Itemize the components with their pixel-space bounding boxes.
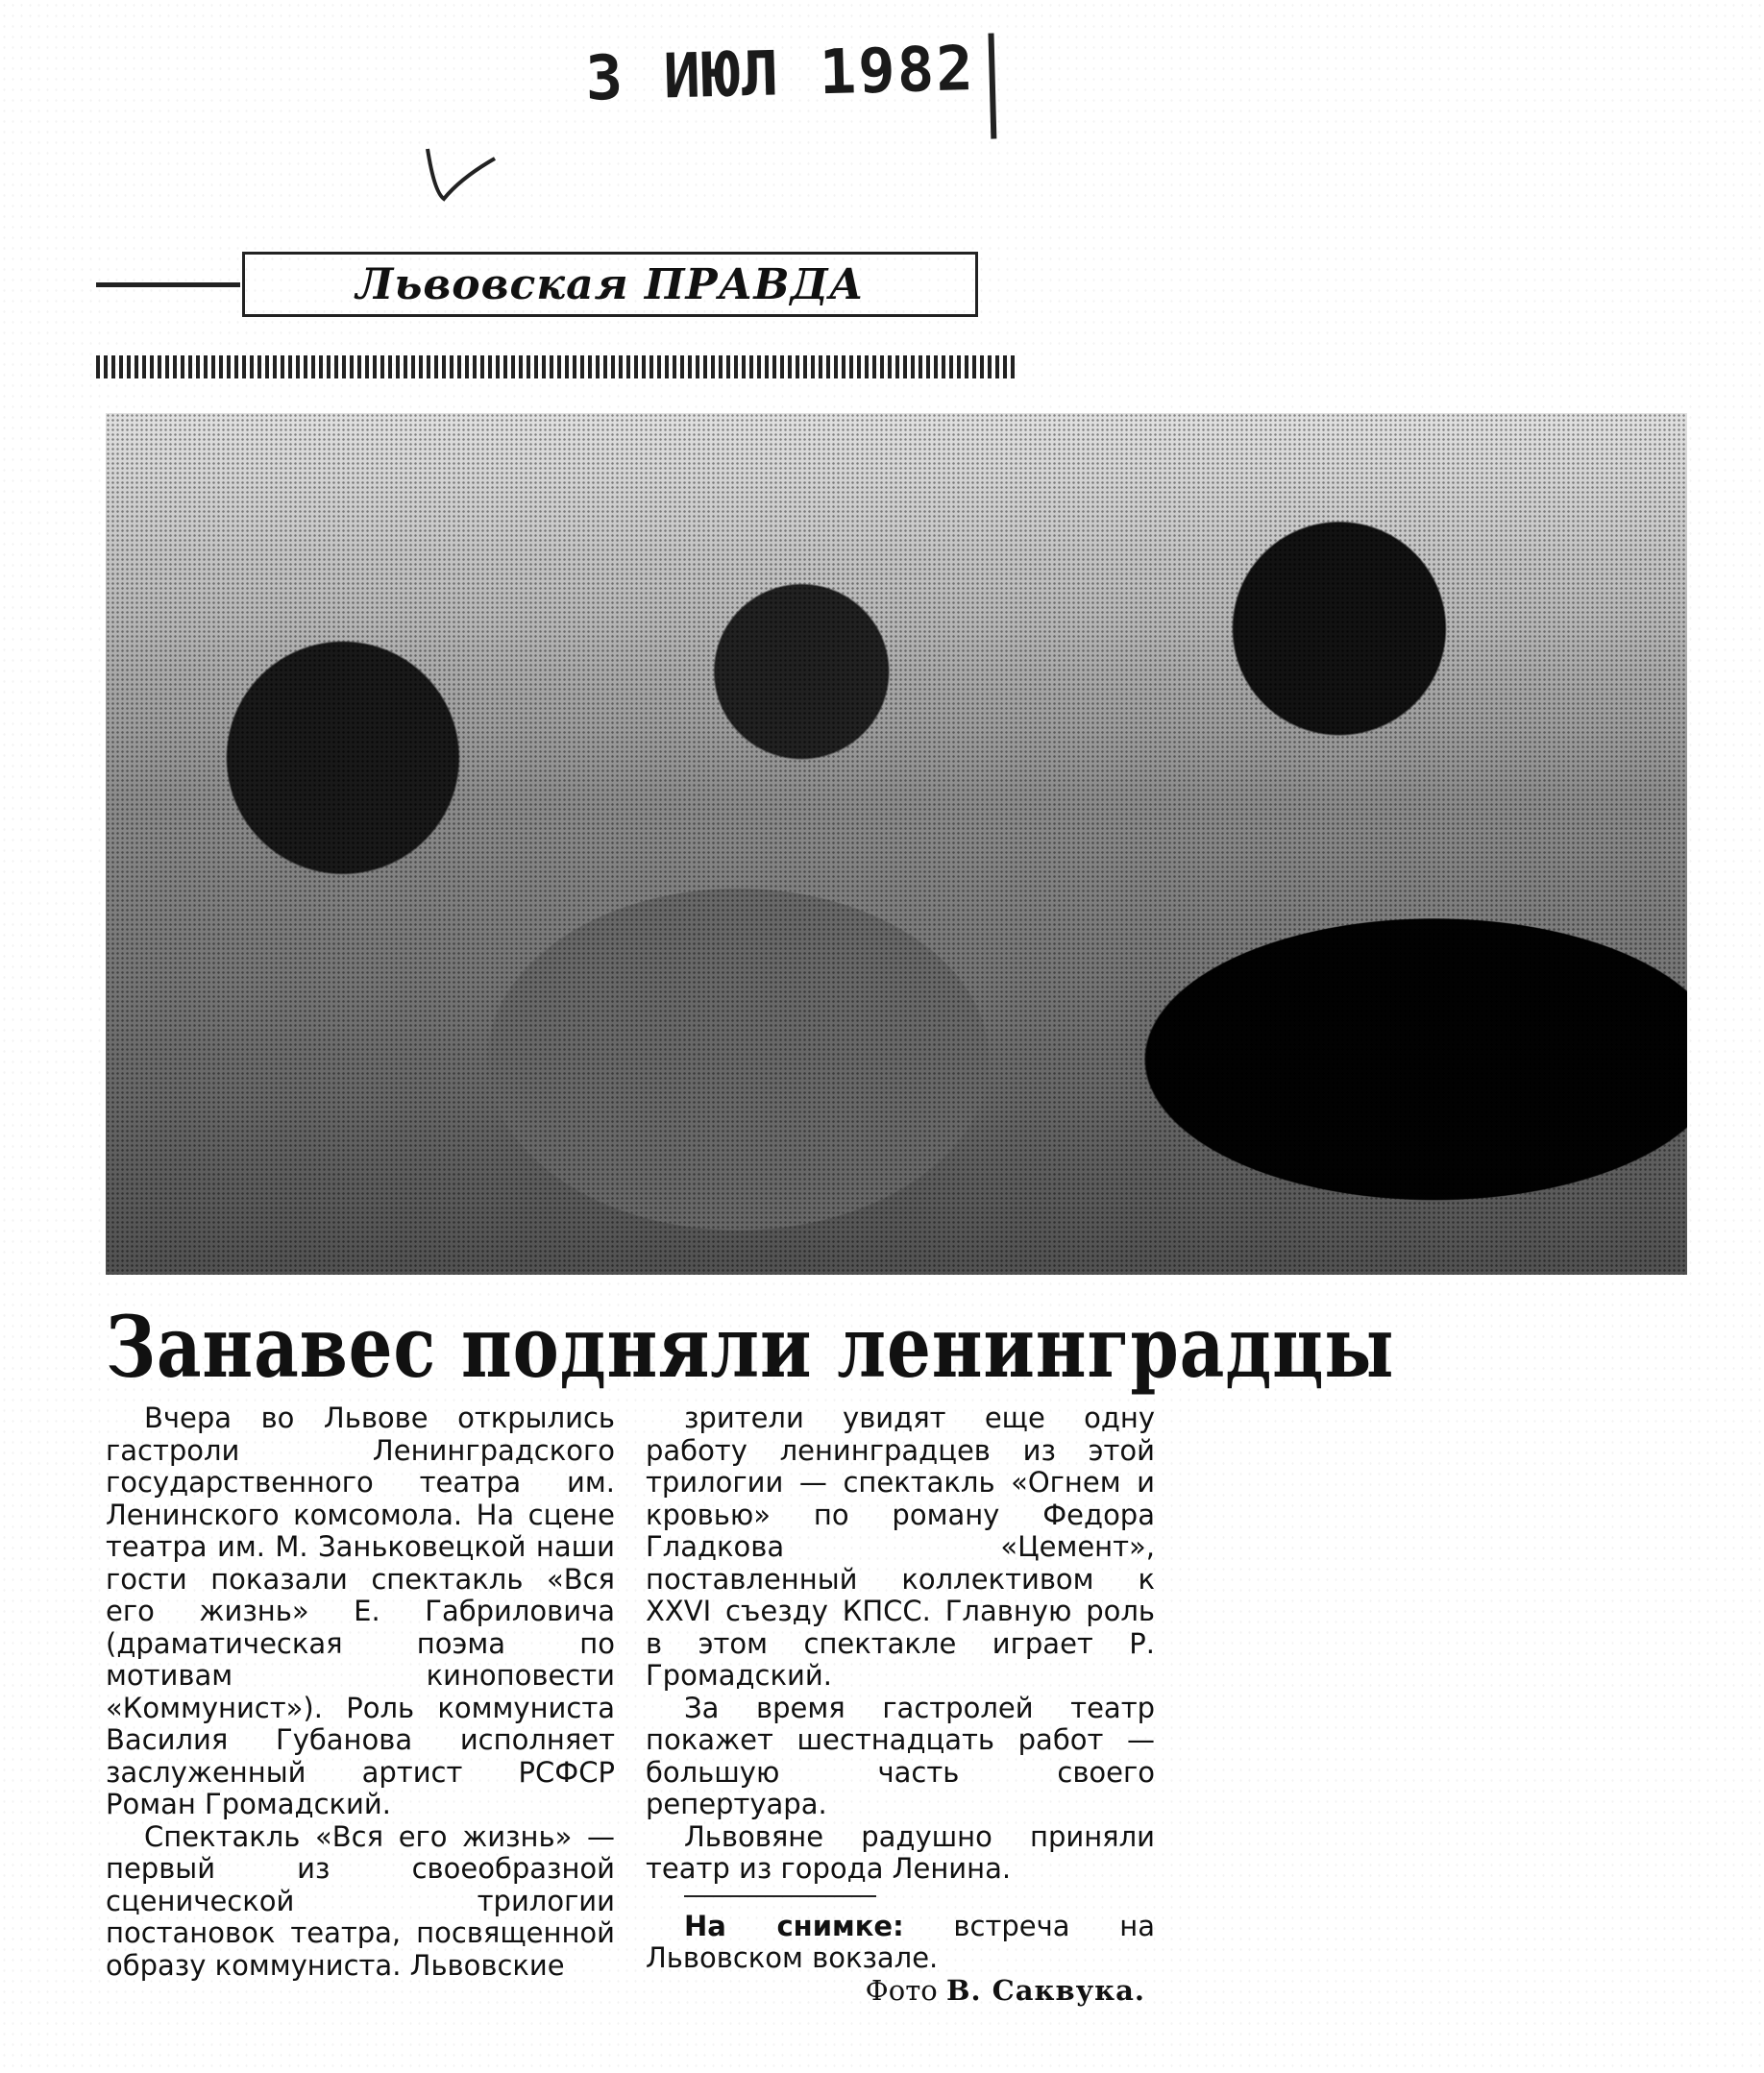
news-photo: [106, 413, 1687, 1275]
photo-caption: [646, 1911, 1155, 1975]
photo-credit: [646, 1975, 1155, 2008]
article-column-left: [106, 1402, 615, 1982]
article-paragraph: Спектакль «Вся его жизнь» — первый из своеобразной сценической трилогии постановок театра, посвященной образу коммуниста. Львовские: [106, 1819, 615, 1982]
masthead-row: [96, 252, 1018, 319]
article-paragraph: Львовяне радушно приняли театр из города Ленина.: [646, 1819, 1155, 1885]
decorative-hatch-divider: [96, 355, 1018, 378]
handwritten-check-mark: [423, 139, 500, 207]
credit-prefix: Фото: [865, 1973, 946, 2007]
article-paragraph: За время гастролей театр покажет шестнадцать работ — большую часть своего репертуара.: [646, 1691, 1155, 1820]
article-headline: Занавес подняли ленинградцы: [106, 1297, 1395, 1397]
caption-lead: На снимке:: [684, 1909, 904, 1942]
article-paragraph: зрители увидят еще одну работу ленинградцев из этой трилогии — спектакль «Огнем и кровью» по роману Федора Гладкова «Цемент», поставленный коллективом к XXVI съезду КПСС. Главную роль в этом спектакле играет Р. Громадский.: [646, 1402, 1155, 1692]
masthead-rule: [96, 282, 240, 287]
article-paragraph: Вчера во Львове открылись гастроли Ленинградского государственного театра им. Ленинского комсомола. На сцене театра им. М. Заньковецкой наши гости показали спектакль «Вся его жизнь» Е. Габриловича (драматическая поэма по мотивам киноповести «Коммунист»). Роль коммуниста Василия Губанова исполняет заслуженный артист РСФСР Роман Громадский.: [106, 1402, 615, 1820]
caption-separator: [684, 1895, 876, 1897]
newspaper-masthead: Львовская ПРАВДА: [242, 252, 978, 317]
article-column-right: [646, 1402, 1155, 2007]
credit-name: В. Саквука.: [945, 1973, 1145, 2007]
date-stamp: 3 ИЮЛ 1982: [585, 33, 997, 149]
caption-text: встреча на Львовском вокзале.: [646, 1909, 1155, 1974]
